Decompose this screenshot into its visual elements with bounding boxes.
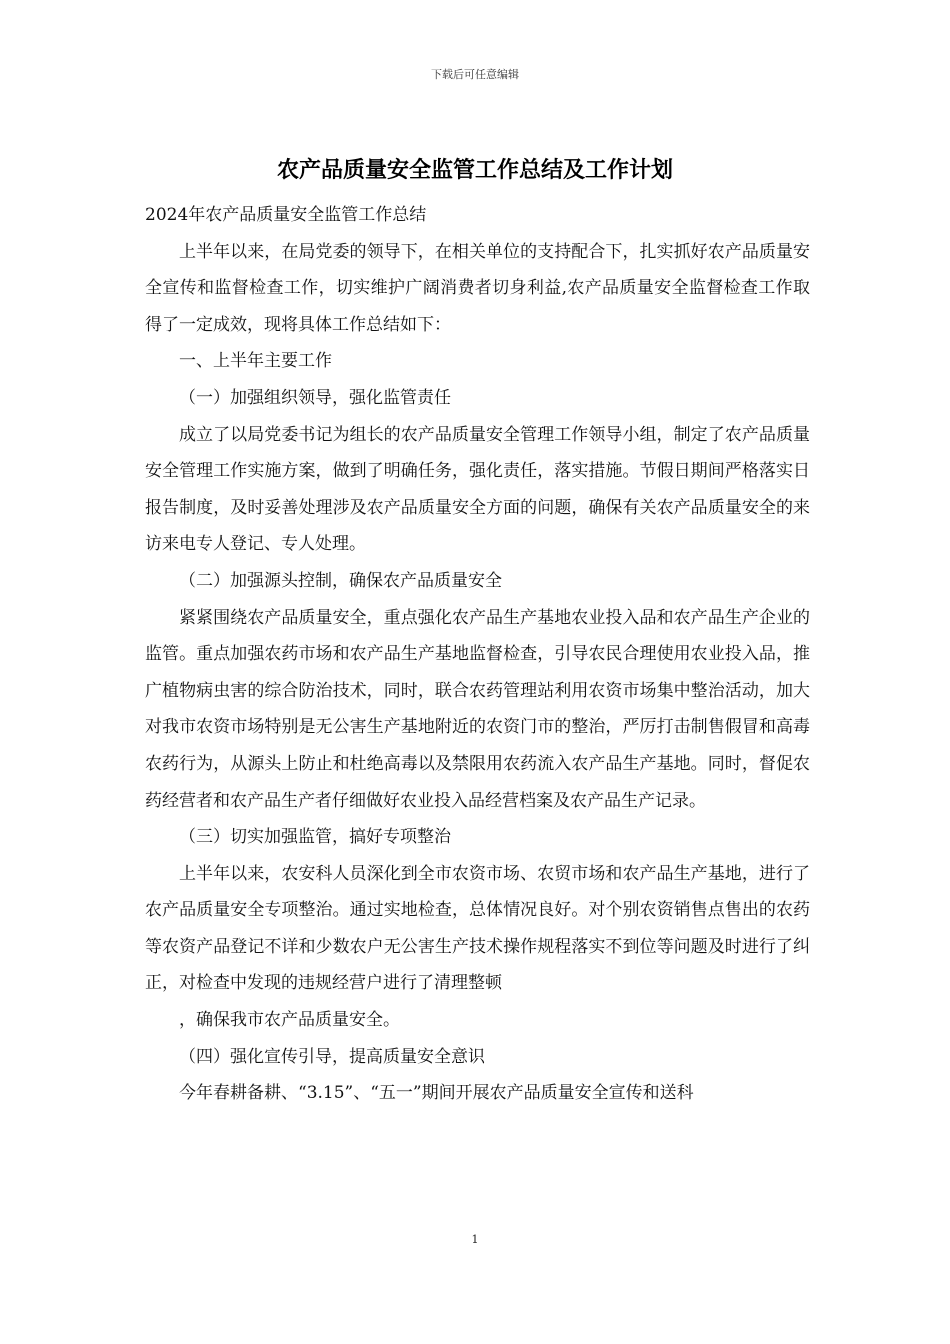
section-heading-1: 一、上半年主要工作 xyxy=(179,351,332,372)
paragraph-4: 今年春耕备耕、“3.15”、“五一”期间开展农产品质量安全宣传和送科 xyxy=(179,1083,694,1104)
subsection-heading-2: （二）加强源头控制，确保农产品质量安全 xyxy=(179,570,502,591)
page-number: 1 xyxy=(471,1233,479,1246)
header-note: 下载后可任意编辑 xyxy=(431,68,519,81)
paragraph-1: 成立了以局党委书记为组长的农产品质量安全管理工作领导小组，制定了农产品质量安全管理工作实施方案，做到了明确任务，强化责任，落实措施。节假日期间严格落实日报告制度，及时妥善处理涉及农产品质量安全方面的问题，确保有关农产品质量安全的来访来电专人登记、专人处理。 xyxy=(145,424,810,555)
paragraph-intro: 上半年以来，在局党委的领导下，在相关单位的支持配合下，扎实抓好农产品质量安全宣传和监督检查工作，切实维护广阔消费者切身利益,农产品质量安全监督检查工作取得了一定成效，现将具体工作总结如下： xyxy=(145,241,810,335)
subsection-heading-3: （三）切实加强监管，搞好专项整治 xyxy=(179,827,451,848)
document-subtitle: 2024年农产品质量安全监管工作总结 xyxy=(145,205,427,225)
paragraph-2: 紧紧围绕农产品质量安全，重点强化农产品生产基地农业投入品和农产品生产企业的监管。重点加强农药市场和农产品生产基地监督检查，引导农民合理使用农业投入品，推广植物病虫害的综合防治技术，同时，联合农药管理站利用农资市场集中整治活动，加大对我市农资市场特别是无公害生产基地附近的农资门市的整治，严厉打击制售假冒和高毒农药行为，从源头上防止和杜绝高毒以及禁限用农药流入农产品生产基地。同时，督促农药经营者和农产品生产者仔细做好农业投入品经营档案及农产品生产记录。 xyxy=(145,607,810,811)
document-body xyxy=(145,197,810,1112)
subsection-heading-1: （一）加强组织领导，强化监管责任 xyxy=(179,387,451,408)
subsection-heading-4: （四）强化宣传引导，提高质量安全意识 xyxy=(179,1046,485,1067)
paragraph-3: 上半年以来，农安科人员深化到全市农资市场、农贸市场和农产品生产基地，进行了农产品质量安全专项整治。通过实地检查，总体情况良好。对个别农资销售点售出的农药等农资产品登记不详和少数农户无公害生产技术操作规程落实不到位等问题及时进行了纠正，对检查中发现的违规经营户进行了清理整顿 xyxy=(145,863,810,994)
paragraph-3-continued: ，确保我市农产品质量安全。 xyxy=(179,1010,400,1031)
document-title: 农产品质量安全监管工作总结及工作计划 xyxy=(276,158,673,183)
